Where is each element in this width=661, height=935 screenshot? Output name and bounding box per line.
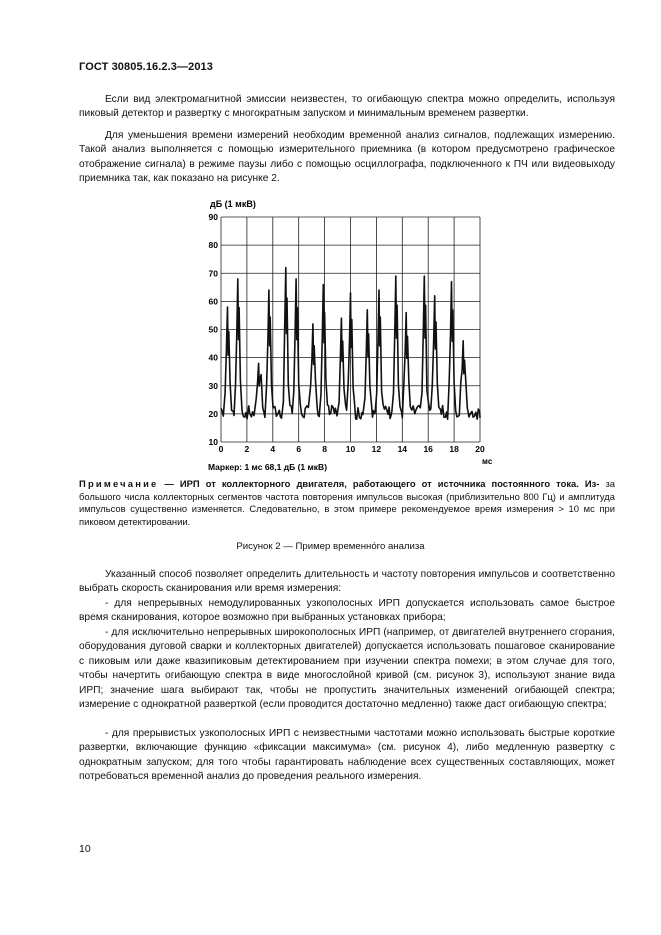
y-tick-label: 30	[208, 380, 218, 391]
document-header: ГОСТ 30805.16.2.3—2013	[79, 61, 213, 73]
paragraph-envelope: Если вид электромагнитной эмиссии неизвестен, то огибающую спектра можно определить, используя пиковый детектор и развертку с многократным запуском и минимальным временем развертки.	[79, 94, 615, 120]
x-tick-label: 16	[423, 444, 433, 454]
y-tick-label: 40	[208, 352, 218, 363]
y-tick-labels	[209, 212, 219, 447]
note-label: Примечание	[79, 478, 159, 489]
y-axis-label: дБ (1 мкВ)	[210, 199, 256, 209]
paragraph-time-analysis: Для уменьшения времени измерений необходим временной анализ сигналов, подлежащих измерению. Такой анализ выполняется с помощью измерительного приемника (в котором предусмотрено графическое отображение сигнала) в режиме паузы либо с помощью осциллографа, подключенного к ПЧ или видеовыходу приемника так, как показано на рисунке 2.	[79, 130, 615, 185]
page-number: 10	[79, 843, 91, 855]
figure-note	[79, 478, 615, 528]
y-tick-label: 70	[208, 268, 218, 279]
y-tick-label: 50	[208, 324, 218, 335]
x-tick-label: 6	[296, 444, 302, 454]
x-tick-label: 2	[244, 444, 250, 454]
x-tick-labels	[219, 444, 485, 454]
y-tick-label: 90	[208, 212, 218, 222]
note-dash: —	[158, 478, 180, 489]
marker-readout: Маркер: 1 мс 68,1 дБ (1 мкВ)	[208, 462, 328, 472]
y-tick-label: 80	[208, 240, 218, 251]
x-tick-label: 14	[397, 444, 408, 454]
x-tick-label: 12	[371, 444, 382, 454]
x-tick-label: 0	[218, 444, 224, 454]
x-tick-label: 20	[475, 444, 485, 454]
y-tick-label: 20	[208, 408, 218, 419]
list-item-intermittent: - для прерывистых узкополосных ИРП с неизвестными частотами можно использовать быстрые короткие развертки, включающие функцию «фиксации максимума» (см. рисунок 4), либо медленную развертку с однократным запуском; для того чтобы гарантировать наблюдение всех существенных составляющих, может потребоваться временной анализ до проведения реального измерения.	[79, 728, 615, 783]
x-tick-label: 18	[449, 444, 459, 454]
paragraph-method: Указанный способ позволяет определить длительность и частоту повторения импульсов и соответственно выбрать скорость сканирования или время измерения:	[79, 569, 615, 595]
x-tick-label: 4	[270, 444, 276, 454]
list-item-broadband: - для исключительно непрерывных широкополосных ИРП (например, от двигателей внутреннего сгорания, оборудования дуговой сварки и коллекторных двигателей) допускается использовать пошаговое сканирование с пиковым или даже квазипиковым детектированием при изучении спектра помехи; в этом случае для того, чтобы начертить огибающую спектра в виде многослойной кривой (см. рисунок 3), используют знание вида ИРП; значение шага выбирают так, чтобы не пропустить значительных изменений огибающей спектра; измерение с однократной разверткой (если проводится достаточно медленно) также даст огибающую спектра;	[79, 627, 615, 711]
y-tick-label: 10	[208, 437, 218, 447]
time-analysis-chart	[200, 196, 500, 472]
x-tick-label: 8	[322, 444, 327, 454]
note-text: за большого числа коллекторных сегментов частота повторения импульсов высокая (приблизительно 800 Гц) и амплитуда импульсов существенно изменяется. Следовательно, в этом примере рекомендуемое время измерения > 10 мс при пиковом детектировании.	[79, 478, 615, 527]
figure-caption: Рисунок 2 — Пример временно́го анализа	[236, 541, 425, 552]
x-tick-label: 10	[345, 444, 356, 454]
list-item-narrowband: - для непрерывных немодулированных узкополосных ИРП допускается использовать самое быстрое время сканирования, которое возможно при выбранных установках прибора;	[79, 598, 615, 624]
note-bold-text: ИРП от коллекторного двигателя, работающего от источника постоянного тока. Из-	[179, 478, 600, 489]
x-axis-unit: мс	[482, 457, 493, 466]
y-tick-label: 60	[208, 296, 218, 307]
